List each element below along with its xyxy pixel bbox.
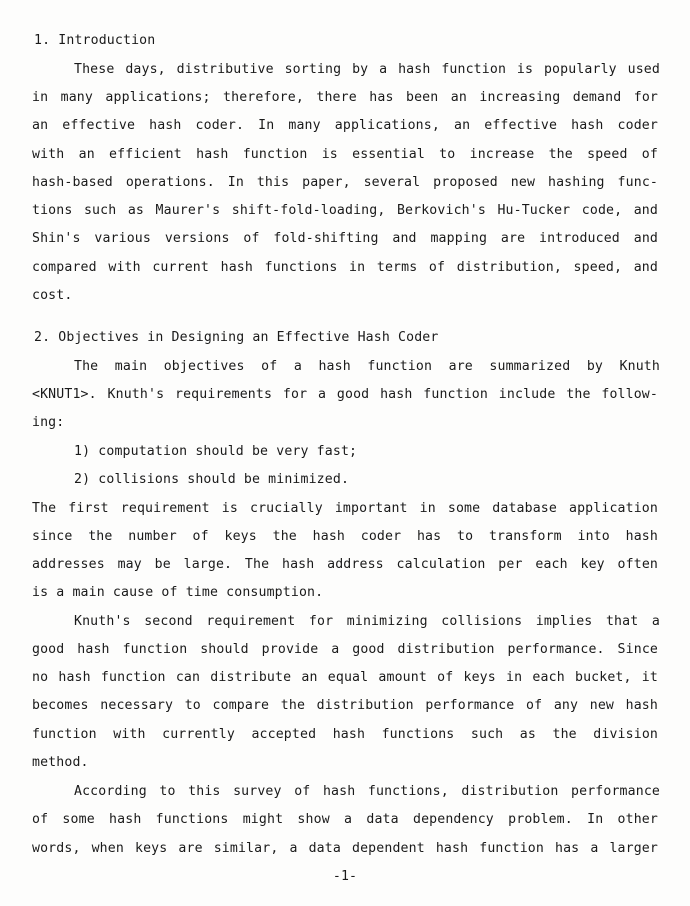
text-line: The main objectives of a hash function are summarized by Knuth xyxy=(74,359,660,374)
text-line: of some hash functions might show a data dependency problem. In other xyxy=(32,812,658,827)
text-line: addresses may be large. The hash address calculation per each key often xyxy=(32,557,658,572)
list-item: 1) computation should be very fast; xyxy=(74,444,358,459)
text-line: with an efficient hash function is essential to increase the speed of xyxy=(32,147,658,162)
section-1-heading: 1. Introduction xyxy=(34,33,156,48)
text-line: cost. xyxy=(32,288,73,303)
text-line: These days, distributive sorting by a hash function is popularly used xyxy=(74,62,660,77)
text-line: an effective hash coder. In many applications, an effective hash coder xyxy=(32,118,658,133)
text-line: words, when keys are similar, a data dependent hash function has a larger xyxy=(32,841,658,856)
text-line: hash-based operations. In this paper, several proposed new hashing func- xyxy=(32,175,658,190)
text-line: The first requirement is crucially important in some database application xyxy=(32,501,658,516)
text-line: Shin's various versions of fold-shifting and mapping are introduced and xyxy=(32,231,658,246)
text-line: function with currently accepted hash functions such as the division xyxy=(32,727,658,742)
list-item: 2) collisions should be minimized. xyxy=(74,472,350,487)
text-line: is a main cause of time consumption. xyxy=(32,585,324,600)
page-number: -1- xyxy=(332,869,358,884)
text-line: since the number of keys the hash coder has to transform into hash xyxy=(32,529,658,544)
section-2-heading: 2. Objectives in Designing an Effective Hash Coder xyxy=(34,330,439,345)
text-line: becomes necessary to compare the distribution performance of any new hash xyxy=(32,698,658,713)
text-line: <KNUT1>. Knuth's requirements for a good hash function include the follow- xyxy=(32,387,658,402)
text-line: According to this survey of hash functions, distribution performance xyxy=(74,784,660,799)
text-line: tions such as Maurer's shift-fold-loading, Berkovich's Hu-Tucker code, and xyxy=(32,203,658,218)
text-line: method. xyxy=(32,755,89,770)
text-line: ing: xyxy=(32,415,65,430)
text-line: compared with current hash functions in terms of distribution, speed, and xyxy=(32,260,658,275)
text-line: Knuth's second requirement for minimizing collisions implies that a xyxy=(74,614,660,629)
text-line: in many applications; therefore, there has been an increasing demand for xyxy=(32,90,658,105)
text-line: good hash function should provide a good distribution performance. Since xyxy=(32,642,658,657)
text-line: no hash function can distribute an equal amount of keys in each bucket, it xyxy=(32,670,658,685)
